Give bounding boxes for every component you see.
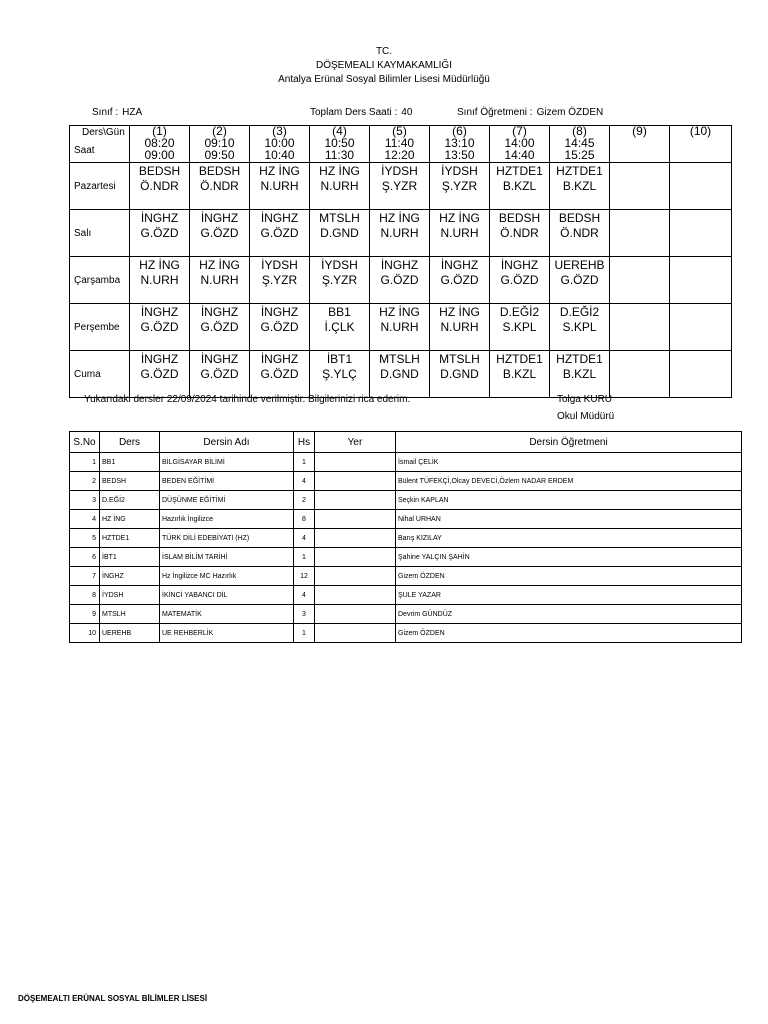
lesson-code: İYDSH (321, 258, 358, 272)
lesson-teacher: D.GND (380, 367, 419, 381)
room (315, 624, 396, 643)
period-start-time: 10:50 (324, 136, 355, 150)
lesson-code: HZ İNG (139, 258, 180, 272)
lesson-code: MTSLH (439, 352, 480, 366)
period-start-time: 09:10 (204, 136, 235, 150)
total-hours-value: 40 (401, 107, 413, 118)
table-row (70, 529, 742, 548)
lesson-code: HZ İNG (439, 211, 480, 225)
period-header-cell (430, 126, 490, 163)
principal-name: Tolga KURU (557, 394, 613, 405)
class-teacher-value: Gizem ÖZDEN (536, 107, 604, 118)
course-name: Hazırlık İngilizce (160, 510, 294, 529)
period-end-time: 14:40 (504, 148, 535, 162)
lesson-cell (130, 304, 190, 351)
day-name: Cuma (70, 351, 130, 398)
total-hours-info (310, 107, 412, 118)
lesson-code: BEDSH (498, 211, 541, 225)
lesson-code: İNGHZ (200, 305, 239, 319)
lesson-cell (430, 257, 490, 304)
course-name: DÜŞÜNME EĞİTİMİ (160, 491, 294, 510)
lesson-teacher: N.URH (440, 226, 479, 240)
lesson-code: İNGHZ (500, 258, 539, 272)
period-end-time: 13:50 (444, 148, 475, 162)
lesson-code: İNGHZ (200, 352, 239, 366)
class-teacher-label: Sınıf Öğretmeni : (457, 107, 533, 118)
corner-label-day: Ders\Gün (82, 127, 125, 138)
class-info (92, 107, 142, 118)
lesson-teacher: N.URH (320, 179, 359, 193)
lesson-code: HZTDE1 (556, 352, 603, 366)
lesson-cell (430, 351, 490, 398)
lesson-cell (490, 163, 550, 210)
table-row (70, 472, 742, 491)
column-header: Ders (100, 432, 160, 453)
lesson-teacher: G.ÖZD (200, 367, 239, 381)
course-code: MTSLH (100, 605, 160, 624)
lesson-cell (310, 163, 370, 210)
lesson-cell (370, 210, 430, 257)
column-header: Dersin Adı (160, 432, 294, 453)
course-teacher: Şahine YALÇIN ŞAHİN (396, 548, 742, 567)
course-name: İKİNCİ YABANCI DİL (160, 586, 294, 605)
lesson-code: D.EĞİ2 (499, 305, 540, 319)
course-teacher: İsmail ÇELİK (396, 453, 742, 472)
lesson-cell (550, 304, 610, 351)
weekly-hours: 2 (294, 491, 315, 510)
lesson-cell (550, 210, 610, 257)
lesson-code (610, 163, 669, 164)
table-row (70, 510, 742, 529)
course-teacher: Nihal URHAN (396, 510, 742, 529)
weekly-hours: 8 (294, 510, 315, 529)
period-start-time: 14:45 (564, 136, 595, 150)
course-code: İYDSH (100, 586, 160, 605)
lesson-code (670, 304, 731, 305)
lesson-cell (250, 210, 310, 257)
header-line-1: TC. (375, 46, 393, 57)
period-number: (4) (332, 125, 347, 138)
lesson-code: MTSLH (379, 352, 420, 366)
weekly-hours: 1 (294, 624, 315, 643)
lesson-code: HZ İNG (379, 305, 420, 319)
lesson-teacher: D.GND (320, 226, 359, 240)
period-start-time: 10:00 (264, 136, 295, 150)
lesson-cell (550, 351, 610, 398)
period-number: (3) (272, 125, 287, 138)
period-header-cell (490, 126, 550, 163)
period-header-cell (310, 126, 370, 163)
footer-school-name: DÖŞEMEALTI ERÜNAL SOSYAL BİLİMLER LİSESİ (18, 994, 208, 1003)
course-code: HZ İNG (100, 510, 160, 529)
period-header-cell (670, 126, 732, 163)
weekly-hours: 3 (294, 605, 315, 624)
lesson-code (610, 210, 669, 211)
day-row (70, 351, 732, 398)
lesson-teacher: B.KZL (562, 179, 597, 193)
lesson-teacher: Ö.NDR (500, 226, 539, 240)
lesson-cell (430, 210, 490, 257)
lesson-teacher: B.KZL (502, 179, 537, 193)
lesson-code (610, 351, 669, 352)
lesson-teacher: G.ÖZD (140, 367, 179, 381)
lesson-cell (130, 257, 190, 304)
weekly-hours: 4 (294, 472, 315, 491)
room (315, 567, 396, 586)
lesson-cell (370, 351, 430, 398)
row-number: 1 (70, 453, 100, 472)
lesson-teacher: N.URH (380, 226, 419, 240)
period-header-cell (550, 126, 610, 163)
lesson-code: İNGHZ (140, 352, 179, 366)
course-teacher: ŞULE YAZAR (396, 586, 742, 605)
lesson-cell (250, 257, 310, 304)
row-number: 7 (70, 567, 100, 586)
lesson-code: İBT1 (326, 352, 353, 366)
lesson-teacher: G.ÖZD (140, 320, 179, 334)
lesson-cell (610, 163, 670, 210)
period-header-row (70, 126, 732, 163)
course-name: UE REHBERLİK (160, 624, 294, 643)
lesson-teacher: N.URH (260, 179, 299, 193)
lesson-teacher: Ö.NDR (560, 226, 599, 240)
course-code: HZTDE1 (100, 529, 160, 548)
lesson-teacher: D.GND (440, 367, 479, 381)
lesson-code (670, 210, 731, 211)
room (315, 605, 396, 624)
lesson-code (610, 257, 669, 258)
lesson-teacher: Ş.YZR (261, 273, 298, 287)
lesson-teacher: N.URH (200, 273, 239, 287)
lesson-cell (310, 257, 370, 304)
lesson-code: BEDSH (138, 164, 181, 178)
lesson-code: İNGHZ (200, 211, 239, 225)
day-row (70, 163, 732, 210)
lesson-teacher: G.ÖZD (260, 226, 299, 240)
weekly-hours: 4 (294, 586, 315, 605)
course-name: MATEMATİK (160, 605, 294, 624)
lesson-cell (130, 163, 190, 210)
course-list-table (69, 431, 742, 643)
lesson-code: İNGHZ (140, 305, 179, 319)
lesson-cell (250, 163, 310, 210)
table-row (70, 491, 742, 510)
day-row (70, 210, 732, 257)
column-header: S.No (70, 432, 100, 453)
lesson-code (610, 304, 669, 305)
lesson-cell (190, 257, 250, 304)
lesson-cell (310, 351, 370, 398)
period-start-time: 14:00 (504, 136, 535, 150)
room (315, 491, 396, 510)
lesson-teacher: İ.ÇLK (324, 320, 355, 334)
period-header-cell (190, 126, 250, 163)
lesson-cell (430, 163, 490, 210)
lesson-teacher: G.ÖZD (200, 226, 239, 240)
lesson-cell (610, 257, 670, 304)
lesson-cell (190, 163, 250, 210)
period-end-time: 15:25 (564, 148, 595, 162)
course-name: TÜRK DİLİ EDEBİYATI (HZ) (160, 529, 294, 548)
lesson-code: BB1 (328, 305, 351, 319)
course-code: BEDSH (100, 472, 160, 491)
lesson-code: İYDSH (261, 258, 298, 272)
lesson-teacher: G.ÖZD (560, 273, 599, 287)
lesson-cell (490, 257, 550, 304)
period-header-cell (370, 126, 430, 163)
class-teacher-info (457, 107, 603, 118)
lesson-teacher: G.ÖZD (260, 367, 299, 381)
column-header: Hs (294, 432, 315, 453)
lesson-code: BEDSH (198, 164, 241, 178)
table-row (70, 567, 742, 586)
total-hours-label: Toplam Ders Saati : (310, 107, 398, 118)
lesson-teacher: B.KZL (502, 367, 537, 381)
lesson-teacher: G.ÖZD (140, 226, 179, 240)
lesson-cell (190, 351, 250, 398)
row-number: 8 (70, 586, 100, 605)
period-header-cell (250, 126, 310, 163)
lesson-code: UEREHB (554, 258, 605, 272)
period-header-cell (130, 126, 190, 163)
lesson-teacher: Ş.YLÇ (322, 367, 357, 381)
lesson-code: İNGHZ (260, 305, 299, 319)
lesson-teacher: N.URH (440, 320, 479, 334)
lesson-code: MTSLH (319, 211, 360, 225)
period-header-cell (610, 126, 670, 163)
lesson-cell (250, 304, 310, 351)
period-end-time: 09:50 (204, 148, 235, 162)
lesson-teacher: S.KPL (562, 320, 597, 334)
lesson-cell (490, 351, 550, 398)
course-teacher: Barış KIZILAY (396, 529, 742, 548)
table-row (70, 548, 742, 567)
lesson-code: D.EĞİ2 (559, 305, 600, 319)
row-number: 2 (70, 472, 100, 491)
weekly-hours: 1 (294, 453, 315, 472)
period-start-time: 13:10 (444, 136, 475, 150)
course-code: İBT1 (100, 548, 160, 567)
lesson-code: HZTDE1 (496, 352, 543, 366)
row-number: 4 (70, 510, 100, 529)
lesson-cell (610, 210, 670, 257)
period-number: (7) (512, 125, 527, 138)
lesson-cell (550, 257, 610, 304)
row-number: 6 (70, 548, 100, 567)
period-end-time: 10:40 (264, 148, 295, 162)
course-teacher: Gizem ÖZDEN (396, 567, 742, 586)
period-number: (6) (452, 125, 467, 138)
lesson-teacher: Ö.NDR (140, 179, 179, 193)
period-start-time: 08:20 (144, 136, 175, 150)
lesson-cell (490, 210, 550, 257)
lesson-code: İYDSH (441, 164, 478, 178)
lesson-cell (370, 257, 430, 304)
lesson-teacher: Ş.YZR (381, 179, 418, 193)
course-teacher: Devrim GÜNDÜZ (396, 605, 742, 624)
lesson-cell (670, 351, 732, 398)
period-number: (9) (632, 125, 647, 138)
period-end-time: 12:20 (384, 148, 415, 162)
lesson-teacher: Ö.NDR (200, 179, 239, 193)
row-number: 9 (70, 605, 100, 624)
lesson-code: İNGHZ (380, 258, 419, 272)
lesson-code: İNGHZ (440, 258, 479, 272)
lesson-code: İNGHZ (260, 211, 299, 225)
day-name: Salı (70, 210, 130, 257)
lesson-cell (310, 210, 370, 257)
row-number: 10 (70, 624, 100, 643)
room (315, 586, 396, 605)
lesson-code (670, 257, 731, 258)
table-row (70, 586, 742, 605)
weekly-hours: 4 (294, 529, 315, 548)
room (315, 472, 396, 491)
lesson-code: HZ İNG (259, 164, 300, 178)
principal-title: Okul Müdürü (557, 411, 615, 422)
lesson-cell (670, 257, 732, 304)
day-row (70, 304, 732, 351)
lesson-cell (670, 163, 732, 210)
period-number: (1) (152, 125, 167, 138)
lesson-cell (190, 210, 250, 257)
room (315, 548, 396, 567)
course-teacher: Gizem ÖZDEN (396, 624, 742, 643)
course-code: D.EĞİ2 (100, 491, 160, 510)
lesson-code: İNGHZ (140, 211, 179, 225)
room (315, 453, 396, 472)
period-number: (5) (392, 125, 407, 138)
period-end-time: 11:30 (324, 148, 355, 162)
header-line-3: Antalya Erünal Sosyal Bilimler Lisesi Müdürlüğü (278, 74, 490, 85)
lesson-cell (310, 304, 370, 351)
lesson-code (670, 351, 731, 352)
lesson-cell (370, 304, 430, 351)
period-end-time: 09:00 (144, 148, 175, 162)
column-header: Yer (315, 432, 396, 453)
row-number: 5 (70, 529, 100, 548)
lesson-teacher: N.URH (380, 320, 419, 334)
table-row (70, 624, 742, 643)
lesson-code: HZ İNG (379, 211, 420, 225)
lesson-teacher: G.ÖZD (500, 273, 539, 287)
course-teacher: Seçkin KAPLAN (396, 491, 742, 510)
column-header: Dersin Öğretmeni (396, 432, 742, 453)
room (315, 529, 396, 548)
weekly-hours: 1 (294, 548, 315, 567)
lesson-teacher: N.URH (140, 273, 179, 287)
lesson-cell (130, 210, 190, 257)
lesson-cell (250, 351, 310, 398)
lesson-cell (610, 304, 670, 351)
lesson-cell (190, 304, 250, 351)
period-number: (2) (212, 125, 227, 138)
period-number: (10) (689, 125, 712, 138)
period-start-time: 11:40 (384, 136, 415, 150)
course-name: Hz İngilizce MC Hazırlık (160, 567, 294, 586)
class-value: HZA (122, 107, 143, 118)
lesson-teacher: G.ÖZD (260, 320, 299, 334)
course-code: İNGHZ (100, 567, 160, 586)
lesson-code: HZ İNG (319, 164, 360, 178)
course-teacher: Bülent TÜFEKÇİ,Olcay DEVECİ,Özlem NADAR ERDEM (396, 472, 742, 491)
lesson-cell (670, 304, 732, 351)
lesson-code: HZ İNG (439, 305, 480, 319)
lesson-code (670, 163, 731, 164)
lesson-teacher: Ş.YZR (321, 273, 358, 287)
period-number: (8) (572, 125, 587, 138)
day-name: Çarşamba (70, 257, 130, 304)
lesson-code: HZTDE1 (496, 164, 543, 178)
lesson-code: İNGHZ (260, 352, 299, 366)
room (315, 510, 396, 529)
lesson-code: İYDSH (381, 164, 418, 178)
lesson-teacher: G.ÖZD (200, 320, 239, 334)
lesson-cell (610, 351, 670, 398)
lesson-code: HZTDE1 (556, 164, 603, 178)
day-name: Perşembe (70, 304, 130, 351)
lesson-teacher: G.ÖZD (380, 273, 419, 287)
day-row (70, 257, 732, 304)
course-name: BEDEN EĞİTİMİ (160, 472, 294, 491)
lesson-code: HZ İNG (199, 258, 240, 272)
weekly-timetable (69, 125, 732, 398)
course-code: BB1 (100, 453, 160, 472)
course-code: UEREHB (100, 624, 160, 643)
course-list-header-row (70, 432, 742, 453)
day-name: Pazartesi (70, 163, 130, 210)
header-line-2: DÖŞEMEALI KAYMAKAMLIĞI (316, 60, 452, 71)
lesson-cell (130, 351, 190, 398)
lesson-teacher: G.ÖZD (440, 273, 479, 287)
corner-cell (70, 126, 130, 163)
row-number: 3 (70, 491, 100, 510)
table-row (70, 605, 742, 624)
weekly-hours: 12 (294, 567, 315, 586)
lesson-cell (370, 163, 430, 210)
course-name: BİLGİSAYAR BİLİMİ (160, 453, 294, 472)
lesson-cell (490, 304, 550, 351)
lesson-cell (430, 304, 490, 351)
lesson-cell (550, 163, 610, 210)
issue-note: Yukarıdaki dersler 22/09/2024 tarihinde verilmiştir. Bilgilerinizi rica ederim. (84, 394, 411, 405)
corner-label-time: Saat (74, 145, 95, 156)
lesson-cell (670, 210, 732, 257)
class-label: Sınıf : (92, 107, 119, 118)
lesson-code: BEDSH (558, 211, 601, 225)
lesson-teacher: S.KPL (502, 320, 537, 334)
lesson-teacher: B.KZL (562, 367, 597, 381)
course-name: İSLAM BİLİM TARİHİ (160, 548, 294, 567)
lesson-teacher: Ş.YZR (441, 179, 478, 193)
table-row (70, 453, 742, 472)
